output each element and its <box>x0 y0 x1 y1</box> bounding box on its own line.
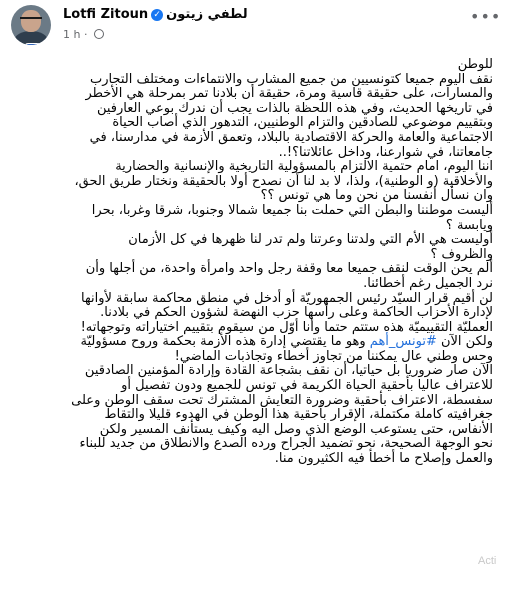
post-line: الآن صار ضروريا بل حياتيا، أن نقف بشجاعة القادة وإرادة المؤمنين الصادقين <box>84 363 493 379</box>
post-line: وان نسأل أنفسنا من نحن وما هي تونس ؟؟ <box>260 188 493 204</box>
post-line: ألم يحن الوقت لنقف جميعا معا وقفة رجل واحد وامرأة واحدة، من أجلها وأن <box>85 261 493 277</box>
post-line: والمسارات، على حقيقة قاسية ومرة، حقيقة أن بلادنا تمر بمرحلة هي الأخطر <box>85 86 493 102</box>
more-options-icon[interactable]: ••• <box>470 7 502 26</box>
post-line: أليست موطننا والبطن التي حملت بنا جميعا شمالا وجنوبا، شرقا وغربا، بحرا <box>91 202 493 218</box>
post-line: أوليست هي الأم التي ولدتنا وعرتنا ولم تدر لنا ظهرها في كل الأزمان <box>128 232 493 248</box>
avatar-badge <box>24 43 51 45</box>
post-line: ويابسة ؟ <box>445 217 493 233</box>
post-line: نحو الوجهة الصحيحة، نحو تضميد الجراح ورده الصدع والانطلاق من جديد للبناء <box>79 436 493 452</box>
post-line: في تاريخها الحديث، وفي هذه اللحظة بالذات يجب أن ندرك بوعي العارفين <box>96 100 493 116</box>
post-line: لإدارة الأحزاب الحاكمة وعلى رأسها حزب النهضة لشؤون الحكم في بلادنا. <box>100 305 493 321</box>
post-line: والأخلاقية (و الوطنية)، ولذا، لا بد لنا أن نصدح أولا بالحقيقة ونختار طريق الحق، <box>74 173 493 189</box>
post-line: جامعاتنا، في شوارعنا، وداخل عائلاتنا؟!.. <box>278 144 493 160</box>
post-line: وحس وطني عال يمكننا من تجاوز أخطاء وتجاذبات الماضي! <box>174 348 493 364</box>
post-line: نرد الجميل رغم أخطائنا. <box>363 275 493 291</box>
verified-badge-icon: ✓ <box>151 9 163 21</box>
post-line: اننا اليوم، امام حتمية الالتزام بالمسؤولية التاريخية والإنسانية والحضارية <box>115 159 493 175</box>
post-line: والعمل وإصلاح ما أخطأ فيه الكثيرون منا. <box>274 451 493 467</box>
post-line: جغرافيته كاملة مكتملة، الإقرار بأحقية هذا الوطن في الهدوء قليلا والتقاط <box>104 407 493 423</box>
avatar-glasses <box>20 17 42 24</box>
post-header <box>0 0 505 56</box>
post-line: والظروف ؟ <box>430 246 493 262</box>
post-text <box>13 58 493 467</box>
activate-windows-watermark: Acti <box>478 555 497 567</box>
post-time[interactable]: 1 h <box>63 28 81 41</box>
post-line: لن أقيم قرار السيّد رئيس الجمهوريّة أو أدخل في منطق محاكمة سابقة لأوانها <box>81 290 493 306</box>
post-meta <box>63 28 104 41</box>
post-line: الاجتماعية والعامة والحركة الاقتصادية بالبلاد، وتعمق الأزمة في مدارسنا، في <box>89 129 493 145</box>
post-line: للوطن <box>457 57 493 72</box>
hashtag-link[interactable]: #تونس_أهم <box>369 334 437 350</box>
post-line: العمليّة التقييميّة هذه ستتم حتما وأنا أوّل من سيقوم بتقييم اختياراته وتوجهاته! <box>80 319 493 335</box>
author-name-row[interactable] <box>63 7 248 23</box>
author-name-latin[interactable]: Lotfi Zitoun <box>63 7 149 22</box>
globe-icon <box>94 29 104 39</box>
post-line: ولكن الآن #تونس_أهم وهو ما يقتضي إدارة هذه الأزمة بحكمة وروح مسؤوليّة <box>80 334 493 350</box>
post-line: للاعتراف عاليا بأحقية الحياة الكريمة في تونس للجميع ودون تفصيل أو <box>121 378 493 394</box>
meta-separator: · <box>83 28 88 41</box>
post-line: سفسطة، الاعتراف بأحقية وضرورة التعايش المشترك تحت سقف الوطن وعلى <box>71 392 493 408</box>
post-line: الأنفاس، حتى يستوعب الوضع الذي وصل اليه وكيف يستأنف المسير ولكن <box>99 421 493 437</box>
post-line: نقف اليوم جميعا كتونسيين من جميع المشارب والانتماءات ومختلف التجارب <box>90 71 493 87</box>
avatar[interactable] <box>11 5 51 45</box>
post-line: وبتقييم موضوعي للصادقين والتزام الوطنيين، التدهور الذي أصاب الحياة <box>112 115 493 131</box>
author-name-arabic[interactable]: لطفي زيتون <box>166 7 248 22</box>
